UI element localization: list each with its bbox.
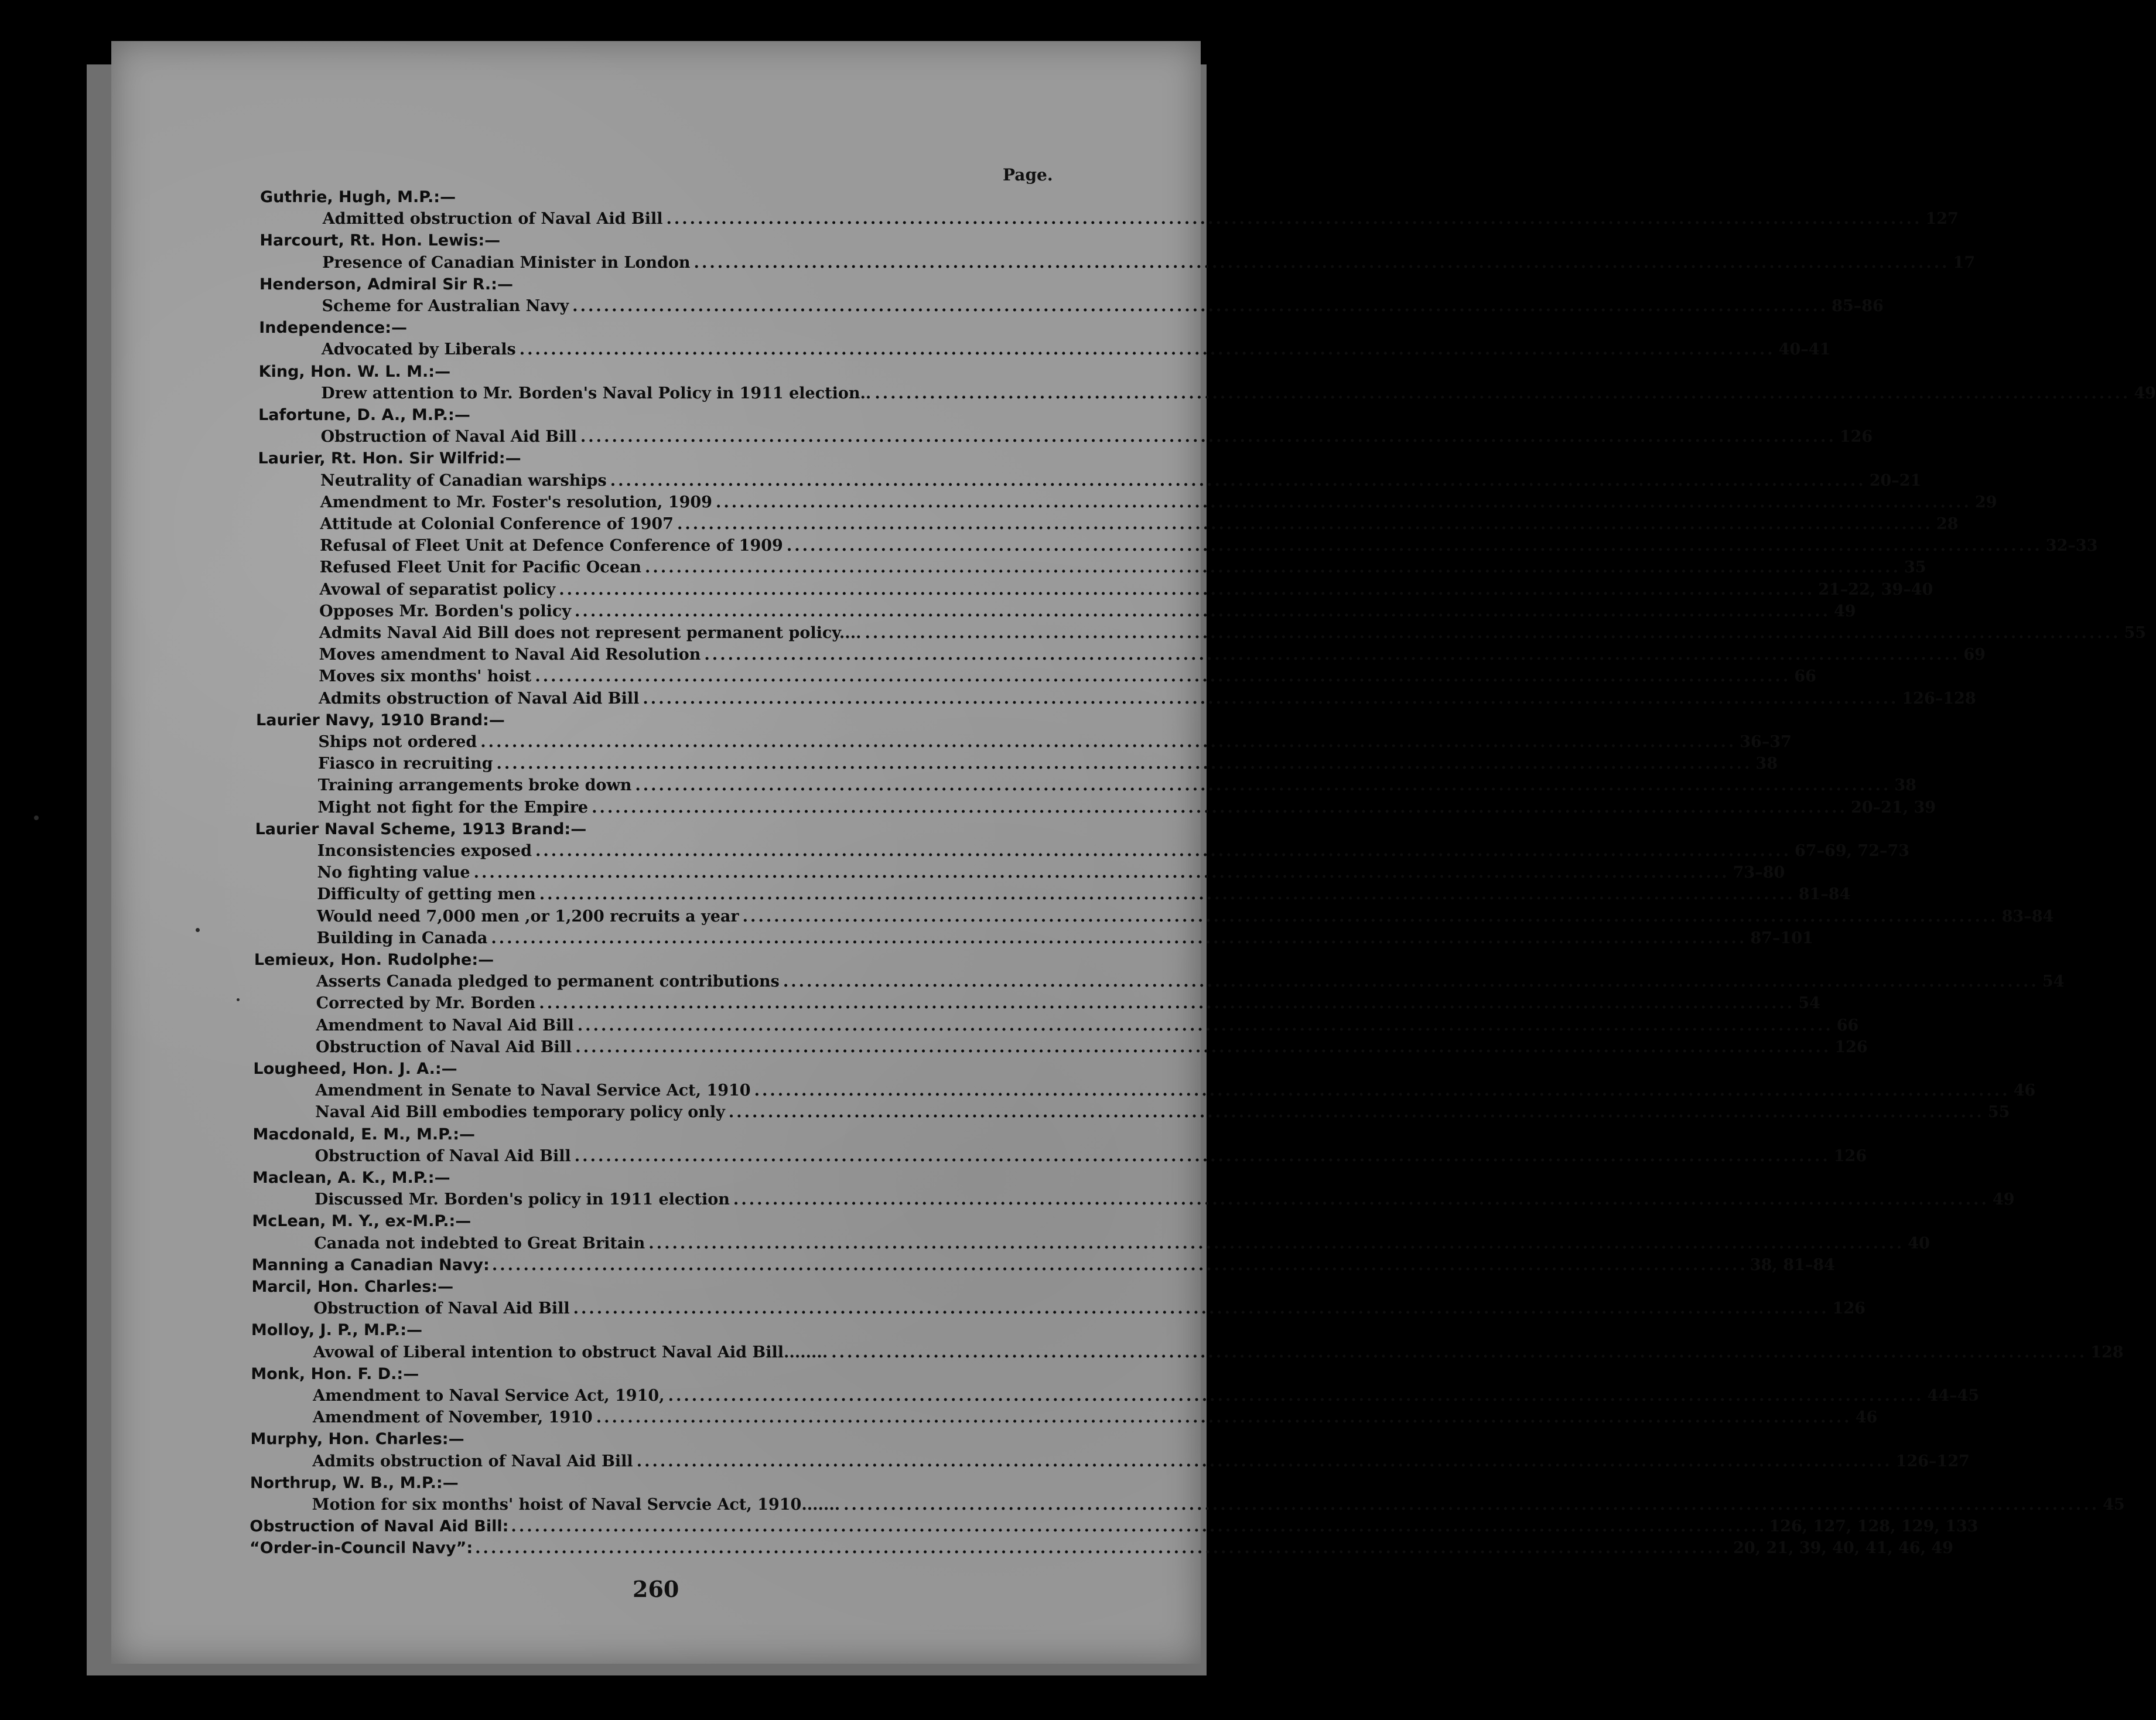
index-subentry xyxy=(320,535,2098,557)
page-reference: 87–101 xyxy=(1750,929,1813,947)
subentry-label: Attitude at Colonial Conference of 1907 xyxy=(320,515,674,533)
index-subentry xyxy=(315,1080,2036,1101)
dot-leader: ................................................................................................................................................................ xyxy=(596,1408,1852,1427)
dot-leader: ................................................................................................................................................................ xyxy=(473,864,1730,882)
dot-leader: ................................................................................................................................................................ xyxy=(666,210,1922,228)
index-heading xyxy=(255,818,587,840)
subentry-label: Scheme for Australian Navy xyxy=(322,297,569,315)
dot-leader: ................................................................................................................................................................ xyxy=(676,515,1933,533)
subentry-label: Avowal of Liberal intention to obstruct Naval Aid Bill........ xyxy=(313,1343,828,1361)
dot-leader: ................................................................................................................................................................ xyxy=(843,1496,2100,1514)
subentry-label: Amendment to Naval Aid Bill xyxy=(316,1016,574,1035)
dot-leader: ................................................................................................................................................................ xyxy=(831,1343,2087,1361)
index-subentry xyxy=(319,622,2147,644)
index-heading xyxy=(259,361,450,383)
index-heading xyxy=(259,230,500,251)
index-subentry xyxy=(315,1101,2010,1123)
page-reference: 85–86 xyxy=(1832,297,1884,315)
page-column-label: Page. xyxy=(1003,165,1053,185)
heading-label: “Order-in-Council Navy”: xyxy=(250,1539,473,1558)
heading-label: Northrup, W. B., M.P.:— xyxy=(250,1473,459,1492)
index-subentry xyxy=(316,906,2054,927)
page-reference: 127 xyxy=(1925,210,1959,228)
subentry-label: Admits obstruction of Naval Aid Bill xyxy=(318,689,640,708)
page-reference: 128 xyxy=(2090,1343,2124,1361)
index-heading xyxy=(251,1363,419,1385)
page-reference: 66 xyxy=(1794,667,1816,686)
index-subentry xyxy=(313,1342,2124,1363)
heading-label: King, Hon. W. L. M.:— xyxy=(258,362,451,381)
page-reference: 126–128 xyxy=(1902,689,1976,708)
index-subentry xyxy=(320,470,1922,492)
index-heading xyxy=(256,709,505,731)
heading-label: Laurier, Rt. Hon. Sir Wilfrid:— xyxy=(258,449,521,468)
page-reference: 17 xyxy=(1953,253,1976,272)
dot-leader: ................................................................................................................................................................ xyxy=(610,471,1866,490)
page-reference: 46 xyxy=(2013,1081,2036,1100)
page-reference: 83–84 xyxy=(2001,907,2054,926)
dot-leader: ................................................................................................................................................................ xyxy=(577,1016,1833,1035)
index-subentry xyxy=(312,1494,2125,1516)
subentry-label: Amendment to Mr. Foster's resolution, 1909 xyxy=(320,493,712,511)
index-heading xyxy=(250,1428,464,1450)
subentry-label: Amendment of November, 1910 xyxy=(312,1408,593,1427)
page-reference: 21–22, 39–40 xyxy=(1818,580,1933,599)
subentry-label: Obstruction of Naval Aid Bill xyxy=(320,428,577,446)
dot-leader: ................................................................................................................................................................ xyxy=(559,580,1815,599)
heading-label: Maclean, A. K., M.P.:— xyxy=(252,1169,450,1187)
dot-leader: ................................................................................................................................................................ xyxy=(480,733,1737,751)
page-folio: 260 xyxy=(633,1576,679,1602)
dot-leader: ................................................................................................................................................................ xyxy=(704,646,1960,664)
index-subentry xyxy=(312,1407,1878,1428)
index-subentry xyxy=(319,557,1926,578)
subentry-label: Moves amendment to Naval Aid Resolution xyxy=(319,646,701,664)
subentry-label: Asserts Canada pledged to permanent contributions xyxy=(316,972,780,991)
index-subentry xyxy=(314,1189,2015,1210)
page-reference: 40–41 xyxy=(1778,340,1831,359)
dot-leader: ................................................................................................................................................................ xyxy=(648,1234,1905,1253)
index-subentry xyxy=(317,862,1785,883)
index-subentry xyxy=(316,971,2065,992)
index-subentry xyxy=(322,295,1884,317)
subentry-label: Building in Canada xyxy=(316,929,488,947)
page-reference: 126–127 xyxy=(1895,1452,1970,1470)
index-subentry xyxy=(316,992,1820,1014)
heading-label: Independence:— xyxy=(259,319,407,337)
dot-leader: ................................................................................................................................................................ xyxy=(668,1387,1924,1405)
subentry-label: Training arrangements broke down xyxy=(317,776,632,795)
index-subentry xyxy=(319,666,1816,687)
dot-leader: ................................................................................................................................................................ xyxy=(491,1255,1748,1274)
page-reference: 54 xyxy=(1798,994,1820,1013)
index-subentry xyxy=(314,1233,1930,1254)
page-reference: 36–37 xyxy=(1740,733,1792,751)
dot-leader: ................................................................................................................................................................ xyxy=(715,493,1972,511)
index-subentry xyxy=(319,644,1986,666)
page-reference: 49 xyxy=(2134,384,2156,402)
page-reference: 49 xyxy=(1992,1190,2015,1209)
index-subentry xyxy=(319,579,1933,600)
index-subentry xyxy=(316,1015,1859,1036)
dot-leader: ................................................................................................................................................................ xyxy=(580,428,1836,446)
dot-leader: ................................................................................................................................................................ xyxy=(874,384,2131,402)
index-subentry xyxy=(319,600,1856,622)
subentry-label: Presence of Canadian Minister in London xyxy=(322,253,691,272)
page-reference: 126 xyxy=(1832,1299,1865,1318)
page-reference: 38 xyxy=(1894,776,1916,795)
index-heading xyxy=(251,1276,453,1298)
index-heading-with-pages xyxy=(250,1537,1953,1559)
heading-label: Guthrie, Hugh, M.P.:— xyxy=(260,188,456,206)
index-subentry xyxy=(316,927,1813,949)
dot-leader: ................................................................................................................................................................ xyxy=(575,602,1830,620)
dot-leader: ................................................................................................................................................................ xyxy=(573,1299,1829,1318)
page-reference: 20–21 xyxy=(1869,471,1922,490)
dot-leader: ................................................................................................................................................................ xyxy=(783,972,2039,991)
ink-spot xyxy=(237,998,240,1001)
page-reference: 55 xyxy=(2124,624,2147,642)
index-subentry xyxy=(313,1385,1980,1407)
heading-label: Lougheed, Hon. J. A.:— xyxy=(253,1060,457,1078)
dot-leader: ................................................................................................................................................................ xyxy=(539,994,1795,1013)
subentry-label: Ships not ordered xyxy=(318,733,477,751)
dot-leader: ................................................................................................................................................................ xyxy=(754,1081,2010,1100)
dot-leader: ................................................................................................................................................................ xyxy=(645,558,1901,577)
index-subentry xyxy=(317,797,1936,818)
dot-leader: ................................................................................................................................................................ xyxy=(636,1452,1892,1470)
index-subentry xyxy=(318,688,1976,709)
subentry-label: Discussed Mr. Borden's policy in 1911 election xyxy=(314,1190,730,1209)
page-reference: 55 xyxy=(1987,1103,2010,1122)
page-reference: 54 xyxy=(2042,972,2065,991)
index-heading xyxy=(259,274,513,295)
subentry-label: Avowal of separatist policy xyxy=(319,580,556,599)
index-subentry xyxy=(317,883,1851,905)
heading-label: Lafortune, D. A., M.P.:— xyxy=(258,406,470,424)
index-heading xyxy=(259,317,407,339)
page-reference: 126 xyxy=(1839,428,1873,446)
dot-leader: ................................................................................................................................................................ xyxy=(496,755,1752,773)
dot-leader: ................................................................................................................................................................ xyxy=(733,1190,1989,1209)
page-reference: 49 xyxy=(1834,602,1856,620)
page-reference: 35 xyxy=(1904,558,1926,577)
page-reference: 81–84 xyxy=(1798,885,1851,904)
index-subentry xyxy=(317,840,1910,862)
index-heading xyxy=(260,186,456,208)
index-heading xyxy=(253,1058,457,1080)
subentry-label: Would need 7,000 men ,or 1,200 recruits a year xyxy=(316,907,739,926)
heading-label: Henderson, Admiral Sir R.:— xyxy=(259,275,513,294)
index-heading-with-pages xyxy=(251,1254,1835,1276)
index-heading xyxy=(253,1124,476,1145)
dot-leader: ................................................................................................................................................................ xyxy=(572,297,1829,315)
subentry-label: Inconsistencies exposed xyxy=(317,842,532,860)
subentry-label: Obstruction of Naval Aid Bill xyxy=(316,1038,572,1056)
dot-leader: ................................................................................................................................................................ xyxy=(475,1539,1731,1558)
subentry-label: Neutrality of Canadian warships xyxy=(320,471,607,490)
index-subentry xyxy=(320,426,1873,448)
subentry-label: Refused Fleet Unit for Pacific Ocean xyxy=(319,558,642,577)
page-reference: 40 xyxy=(1908,1234,1930,1253)
heading-label: Macdonald, E. M., M.P.:— xyxy=(252,1125,476,1144)
subentry-label: Amendment in Senate to Naval Service Act, 1910 xyxy=(315,1081,751,1100)
subentry-label: Admits Naval Aid Bill does not represent permanent policy.... xyxy=(319,624,862,642)
page-reference: 44–45 xyxy=(1927,1387,1980,1405)
index-subentry xyxy=(321,339,1831,360)
subentry-label: No fighting value xyxy=(317,864,470,882)
dot-leader: ................................................................................................................................................................ xyxy=(643,689,1899,708)
dot-leader: ................................................................................................................................................................ xyxy=(693,253,1950,272)
heading-label: Marcil, Hon. Charles:— xyxy=(251,1278,454,1296)
index-heading xyxy=(252,1167,450,1189)
index-subentry xyxy=(318,753,1778,774)
subentry-label: Motion for six months' hoist of Naval Servcie Act, 1910....... xyxy=(312,1496,840,1514)
dot-leader: ................................................................................................................................................................ xyxy=(535,842,1791,860)
dot-leader: ................................................................................................................................................................ xyxy=(491,929,1747,947)
index-subentry xyxy=(313,1298,1865,1319)
heading-label: Manning a Canadian Navy: xyxy=(251,1255,490,1274)
subentry-label: Admitted obstruction of Naval Aid Bill xyxy=(322,210,663,228)
heading-label: Obstruction of Naval Aid Bill: xyxy=(250,1517,509,1536)
ink-spot xyxy=(34,815,39,820)
dot-leader: ................................................................................................................................................................ xyxy=(865,624,2121,642)
heading-label: Harcourt, Rt. Hon. Lewis:— xyxy=(259,231,501,250)
subentry-label: Difficulty of getting men xyxy=(317,885,536,904)
subentry-label: Naval Aid Bill embodies temporary policy only xyxy=(315,1103,725,1122)
index-heading xyxy=(254,949,494,971)
subentry-label: Might not fight for the Empire xyxy=(317,798,589,817)
heading-label: Lemieux, Hon. Rudolphe:— xyxy=(254,951,494,969)
subentry-label: Canada not indebted to Great Britain xyxy=(314,1234,645,1253)
dot-leader: ................................................................................................................................................................ xyxy=(728,1103,1984,1122)
index-subentry xyxy=(316,1036,1868,1058)
subentry-label: Opposes Mr. Borden's policy xyxy=(319,602,572,620)
page-reference: 73–80 xyxy=(1733,864,1785,882)
dot-leader: ................................................................................................................................................................ xyxy=(535,667,1791,686)
dot-leader: ................................................................................................................................................................ xyxy=(575,1038,1832,1056)
dot-leader: ................................................................................................................................................................ xyxy=(635,776,1891,795)
page-reference: 38 xyxy=(1755,755,1778,773)
index-subentry xyxy=(321,383,2156,404)
subentry-label: Obstruction of Naval Aid Bill xyxy=(315,1146,571,1165)
heading-label: McLean, M. Y., ex-M.P.:— xyxy=(252,1212,471,1231)
page-reference: 45 xyxy=(2103,1496,2125,1514)
page-reference: 29 xyxy=(1974,493,1997,511)
subentry-label: Amendment to Naval Service Act, 1910, xyxy=(313,1387,665,1405)
page-reference: 67–69, 72–73 xyxy=(1794,842,1910,860)
dot-leader: ................................................................................................................................................................ xyxy=(519,340,1775,359)
page-reference: 126 xyxy=(1833,1146,1867,1165)
page-reference: 20, 21, 39, 40, 41, 46, 49 xyxy=(1733,1539,1953,1558)
index-subentry xyxy=(317,774,1916,796)
dot-leader: ................................................................................................................................................................ xyxy=(592,798,1848,817)
subentry-label: Drew attention to Mr. Borden's Naval Policy in 1911 election.. xyxy=(321,384,872,402)
page-reference: 20–21, 39 xyxy=(1851,798,1936,817)
index-heading xyxy=(258,448,521,469)
subentry-label: Admits obstruction of Naval Aid Bill xyxy=(312,1452,633,1470)
page-reference: 46 xyxy=(1855,1408,1878,1427)
subentry-label: Advocated by Liberals xyxy=(321,340,516,359)
dot-leader: ................................................................................................................................................................ xyxy=(511,1517,1767,1536)
subentry-label: Refusal of Fleet Unit at Defence Conference of 1909 xyxy=(320,537,783,555)
index-heading xyxy=(250,1472,459,1494)
index-subentry xyxy=(320,513,1959,535)
dot-leader: ................................................................................................................................................................ xyxy=(574,1146,1830,1165)
page-reference: 126 xyxy=(1834,1038,1868,1056)
page-reference: 32–33 xyxy=(2045,537,2098,555)
subentry-label: Corrected by Mr. Borden xyxy=(316,994,536,1013)
heading-label: Laurier Naval Scheme, 1913 Brand:— xyxy=(255,820,587,838)
index-subentry xyxy=(312,1451,1970,1472)
heading-label: Molloy, J. P., M.P.:— xyxy=(251,1321,422,1340)
subentry-label: Obstruction of Naval Aid Bill xyxy=(313,1299,570,1318)
index-heading-with-pages xyxy=(250,1516,1979,1537)
subentry-label: Moves six months' hoist xyxy=(319,667,532,686)
index-subentry xyxy=(318,731,1792,753)
heading-label: Laurier Navy, 1910 Brand:— xyxy=(256,711,505,729)
index-heading xyxy=(252,1210,471,1232)
page-reference: 126, 127, 128, 129, 133 xyxy=(1769,1517,1979,1536)
heading-label: Monk, Hon. F. D.:— xyxy=(251,1364,419,1383)
index-subentry xyxy=(322,208,1959,230)
page-reference: 28 xyxy=(1936,515,1959,533)
index-subentry xyxy=(322,252,1976,274)
index-subentry xyxy=(320,492,1997,513)
page-reference: 66 xyxy=(1836,1016,1859,1035)
subentry-label: Fiasco in recruiting xyxy=(318,755,493,773)
dot-leader: ................................................................................................................................................................ xyxy=(539,885,1795,904)
dot-leader: ................................................................................................................................................................ xyxy=(786,537,2042,555)
dot-leader: ................................................................................................................................................................ xyxy=(742,907,1998,926)
index-heading xyxy=(251,1319,422,1341)
page-reference: 38, 81–84 xyxy=(1750,1255,1835,1274)
index-subentry xyxy=(315,1145,1867,1167)
index-heading xyxy=(258,404,470,426)
page-reference: 69 xyxy=(1963,646,1986,664)
heading-label: Murphy, Hon. Charles:— xyxy=(250,1430,464,1449)
ink-spot xyxy=(196,928,200,932)
